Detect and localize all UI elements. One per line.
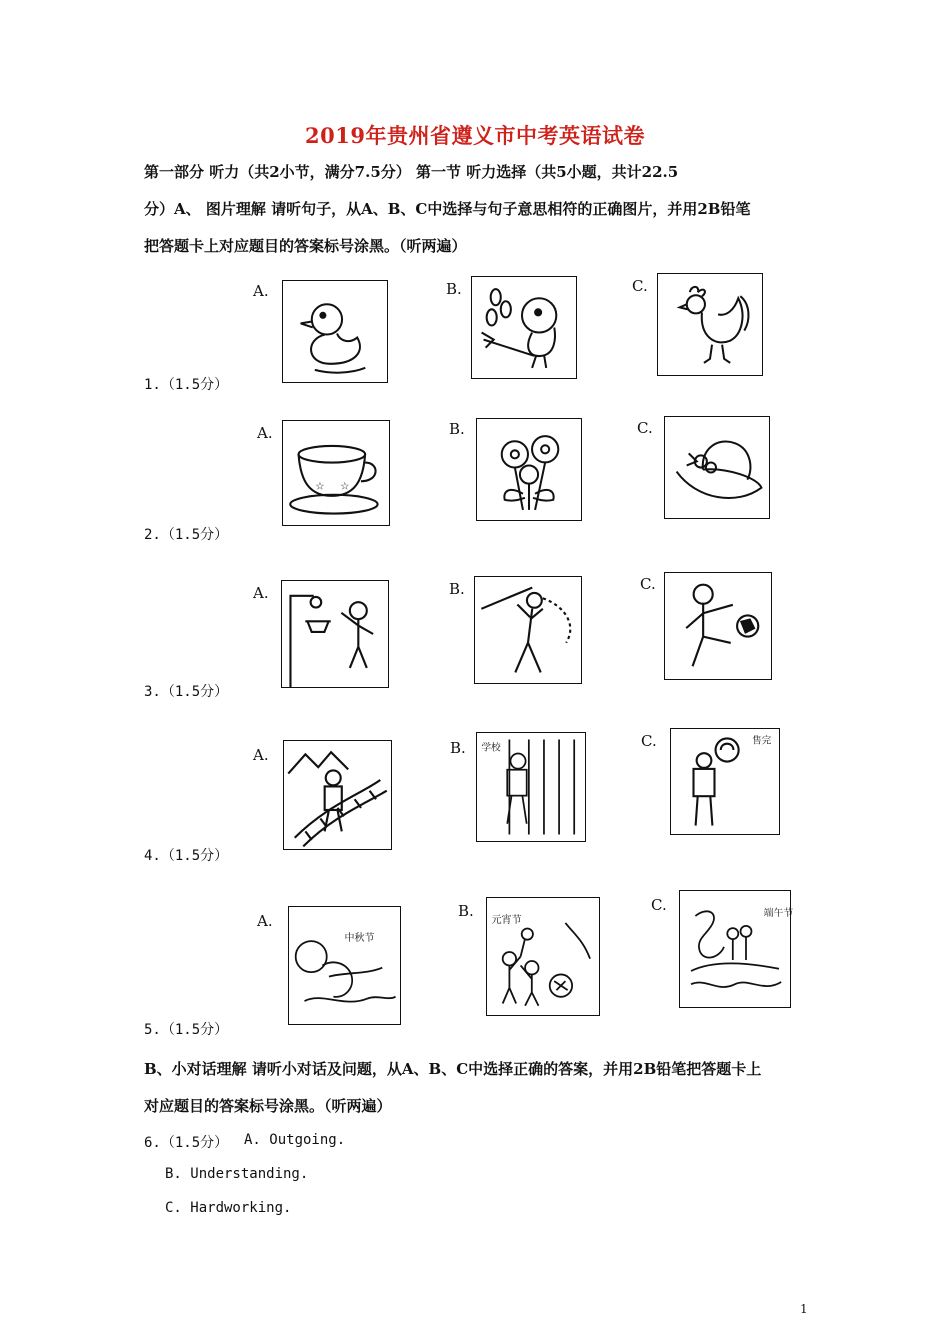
option-label-b: B. [458,902,474,920]
option-b-understanding[interactable]: B. Understanding. [165,1166,309,1182]
option-label-a: A. [257,424,273,442]
option-label-a: A. [253,282,269,300]
teacup-icon[interactable] [282,420,390,526]
option-a-outgoing[interactable]: A. Outgoing. [244,1132,346,1148]
section-a-instructions [144,154,814,265]
lantern-festival-scene-icon[interactable] [486,897,600,1016]
boy-near-railway-icon[interactable] [283,740,392,850]
rooster-icon[interactable] [657,273,763,376]
school-sign: 学校 [481,742,501,754]
option-label-c: C. [641,732,657,750]
instruction-line: B、小对话理解 请听小对话及问题，从A、B、C中选择正确的答案，并用2B铅笔把答题卡上 [144,1060,762,1078]
instruction-line: 对应题目的答案标号涂黑。（听两遍） [144,1097,392,1115]
question-number: 2.（1.5分） [144,527,229,543]
lantern-festival-label: 元宵节 [491,914,522,926]
duck-icon[interactable] [282,280,388,383]
bird-on-branch-icon[interactable] [471,276,577,379]
dragon-boat-scene-icon[interactable] [679,890,794,1008]
option-c-hardworking[interactable]: C. Hardworking. [165,1200,292,1216]
question-number: 1.（1.5分） [144,377,229,393]
question-number: 5.（1.5分） [144,1022,229,1038]
svg-text:☆: ☆ [340,480,350,493]
question-number: 4.（1.5分） [144,848,229,864]
option-label-b: B. [446,280,462,298]
option-label-c: C. [651,896,667,914]
hat-icon[interactable] [664,416,770,519]
boy-at-school-gate-icon[interactable] [476,732,586,842]
option-label-c: C. [632,277,648,295]
instruction-line: 第一部分 听力（共2小节，满分7.5分） 第一节 听力选择（共5小题，共计22.5 [144,163,679,181]
page-number: 1 [800,1302,808,1316]
page-title: 2019年贵州省遵义市中考英语试卷 [305,123,645,148]
question-number: 3.（1.5分） [144,684,229,700]
dragon-boat-label: 端午节 [763,908,794,919]
svg-text:☆: ☆ [315,480,325,493]
ticket-sign: 售完 [752,735,772,747]
option-label-b: B. [449,420,465,438]
basketball-player-icon[interactable] [281,580,389,688]
instruction-line: 分）A、 图片理解 请听句子，从A、B、C中选择与句子意思相符的正确图片，并用2B铅笔 [144,200,751,218]
football-player-icon[interactable] [664,572,772,680]
option-label-a: A. [257,912,273,930]
option-label-a: A. [253,584,269,602]
baseball-player-icon[interactable] [474,576,582,684]
question-number: 6.（1.5分） [144,1135,229,1151]
option-label-c: C. [637,419,653,437]
section-b-instructions [144,1051,814,1125]
option-label-c: C. [640,575,656,593]
mid-autumn-scene-icon[interactable] [288,906,401,1025]
boy-at-ticket-office-icon[interactable] [670,728,780,835]
option-label-a: A. [253,746,269,764]
mid-autumn-label: 中秋节 [344,933,375,945]
option-label-b: B. [450,739,466,757]
flowers-icon[interactable] [476,418,582,521]
instruction-line: 把答题卡上对应题目的答案标号涂黑。（听两遍） [144,237,467,255]
option-label-b: B. [449,580,465,598]
